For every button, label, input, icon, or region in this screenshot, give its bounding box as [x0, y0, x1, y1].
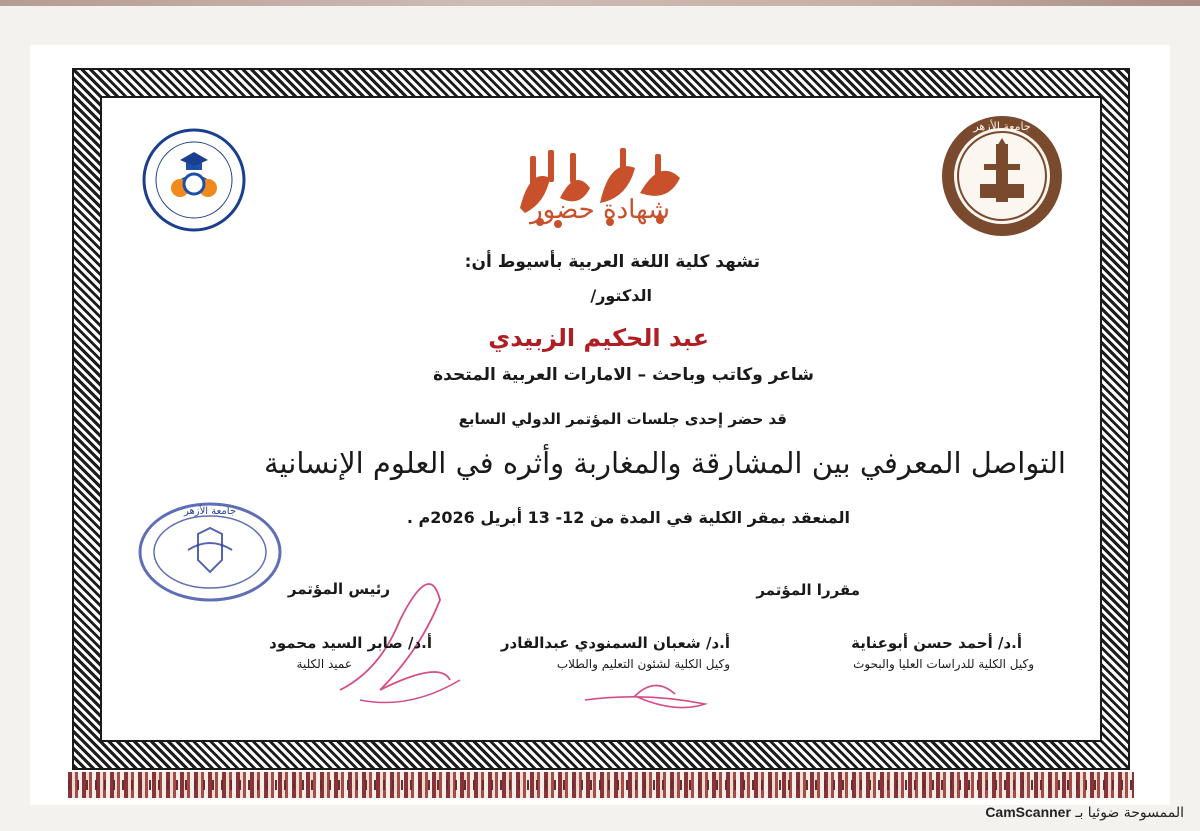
rapporteur-2-name: أ.د/ أحمد حسن أبوعناية — [851, 634, 1022, 652]
conference-title: التواصل المعرفي بين المشارقة والمغاربة وأثره في العلوم الإنسانية — [263, 446, 1066, 480]
scanner-watermark — [985, 804, 1184, 821]
seal-text: جامعة الأزهر — [973, 120, 1031, 133]
president-role: عميد الكلية — [296, 657, 352, 671]
rapporteur-1-role: وكيل الكلية لشئون التعليم والطلاب — [556, 657, 730, 671]
decorative-bottom-band — [68, 772, 1134, 798]
stamp-text: جامعة الأزهر — [183, 506, 237, 517]
rapporteurs-label: مقررا المؤتمر — [756, 581, 860, 599]
honorific: الدكتور/ — [590, 286, 652, 305]
recipient-description: شاعر وكاتب وباحث – الامارات العربية المتحدة — [433, 365, 814, 385]
president-label: رئيس المؤتمر — [287, 580, 390, 598]
intro-text: تشهد كلية اللغة العربية بأسيوط أن: — [464, 252, 760, 272]
scanner-brand: CamScanner — [985, 804, 1071, 820]
al-azhar-faculty-seal-icon — [940, 114, 1064, 238]
attendance-text: قد حضر إحدى جلسات المؤتمر الدولي السابع — [458, 410, 787, 428]
scan-top-edge — [0, 0, 1200, 6]
title-text: شهادة حضور — [530, 195, 670, 225]
scanner-prefix: الممسوحة ضوئيا بـ — [1075, 805, 1184, 821]
official-stamp — [136, 500, 284, 604]
rapporteur-2-role: وكيل الكلية للدراسات العليا والبحوث — [853, 657, 1034, 671]
conference-logo-icon — [142, 128, 246, 232]
president-name: أ.د/ صابر السيد محمود — [269, 634, 432, 652]
certificate-title — [500, 138, 700, 230]
recipient-name: عبد الحكيم الزبيدي — [488, 324, 709, 352]
conference-dates: المنعقد بمقر الكلية في المدة من 12- 13 أبريل 2026م . — [406, 508, 850, 527]
rapporteur-1-name: أ.د/ شعبان السمنودي عبدالقادر — [500, 634, 730, 652]
